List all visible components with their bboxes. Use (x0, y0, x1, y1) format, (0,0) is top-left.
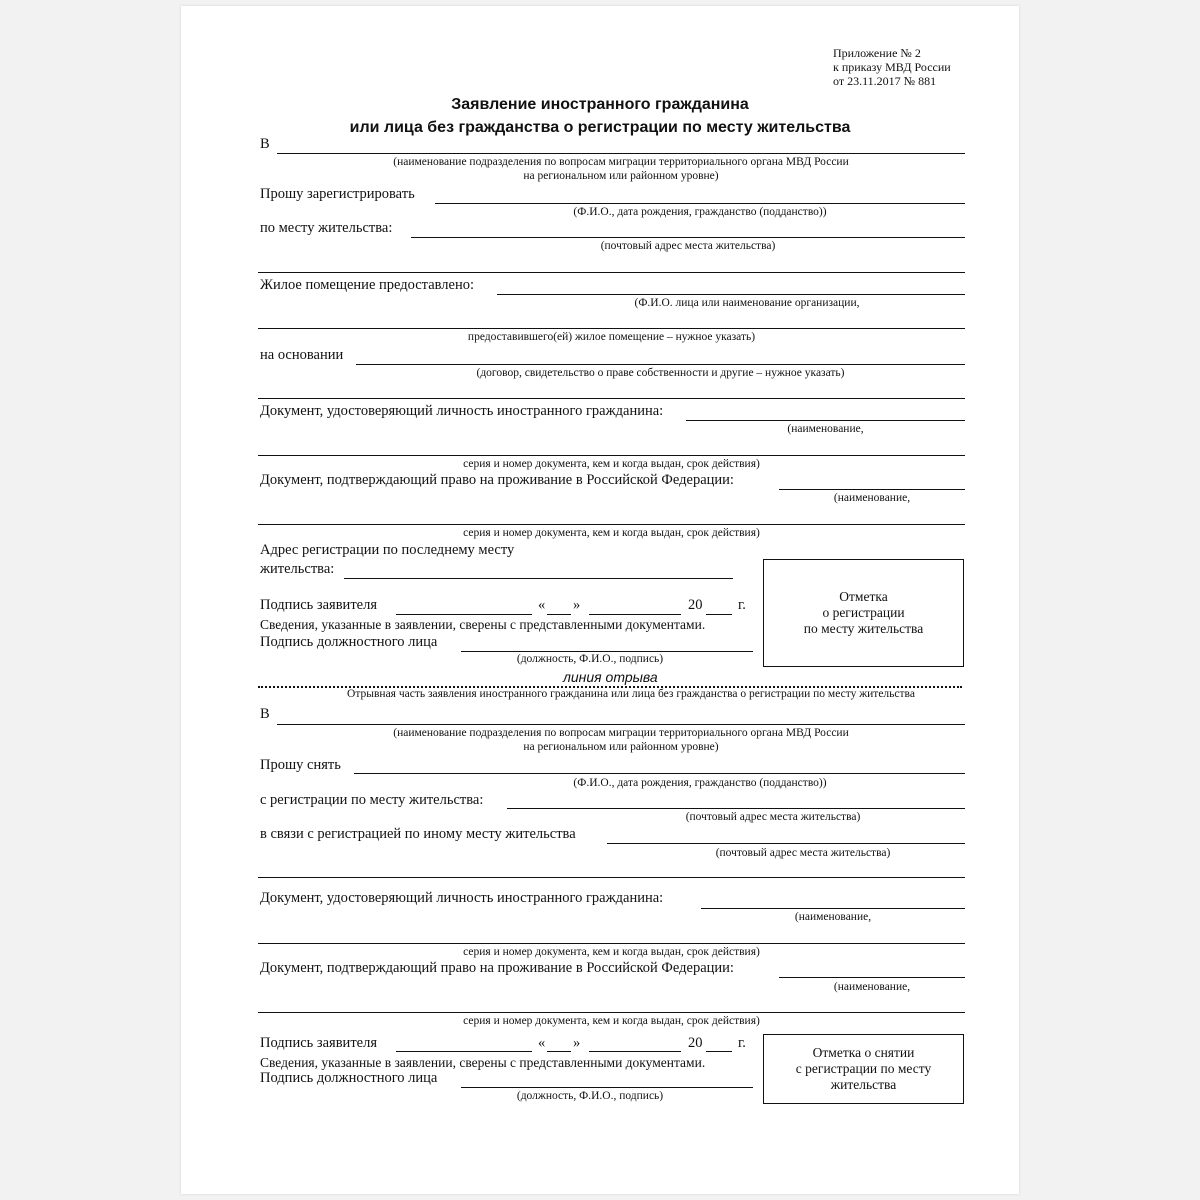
form-title-line1: Заявление иностранного гражданина (451, 96, 749, 113)
p2-day-field-line[interactable] (547, 1051, 571, 1052)
quote-open: « (538, 597, 546, 613)
remove-hint: (Ф.И.О., дата рождения, гражданство (подданство)) (573, 777, 827, 789)
housing-hint-2: предоставившего(ей) жилое помещение – нужное указать) (467, 331, 756, 343)
p2-id-doc-extra-line[interactable] (258, 943, 965, 944)
request-label: Прошу зарегистрировать (260, 186, 415, 202)
id-doc-hint-1: (наименование, (787, 423, 864, 435)
p2-official-field-line[interactable] (461, 1087, 753, 1088)
new-field-line[interactable] (607, 843, 965, 844)
basis-label: на основании (260, 347, 344, 363)
res-doc-field-line[interactable] (779, 489, 965, 490)
p2-year-field-line[interactable] (706, 1051, 732, 1052)
quote-close: » (573, 597, 581, 613)
official-field-line[interactable] (461, 651, 753, 652)
p2-id-doc-field-line[interactable] (701, 908, 965, 909)
housing-extra-line[interactable] (258, 328, 965, 329)
from-hint: (почтовый адрес места жительства) (685, 811, 861, 823)
request-field-line[interactable] (435, 203, 965, 204)
to-hint-1: (наименование подразделения по вопросам миграции территориального органа МВД России (393, 156, 849, 168)
p2-year-prefix: 20 (688, 1035, 703, 1051)
basis-field-line[interactable] (356, 364, 965, 365)
p2-id-doc-label: Документ, удостоверяющий личность иностранного гражданина: (260, 890, 664, 906)
housing-hint-1: (Ф.И.О. лица или наименование организации, (634, 297, 860, 309)
housing-field-line[interactable] (497, 294, 965, 295)
to-hint-2: на региональном или районном уровне) (523, 170, 719, 182)
p2-to-hint-1: (наименование подразделения по вопросам миграции территориального органа МВД России (393, 727, 849, 739)
p2-id-doc-hint-1: (наименование, (794, 911, 872, 923)
id-doc-field-line[interactable] (686, 420, 965, 421)
form-title-line2: или лица без гражданства о регистрации по месту жительства (349, 119, 851, 136)
residence-extra-line[interactable] (258, 272, 965, 273)
official-label: Подпись должностного лица (260, 634, 438, 650)
p2-month-field-line[interactable] (589, 1051, 681, 1052)
p2-official-hint: (должность, Ф.И.О., подпись) (516, 1090, 664, 1102)
res-doc-hint-1: (наименование, (833, 492, 911, 504)
prev-addr-label-2: жительства: (260, 561, 335, 577)
id-doc-label: Документ, удостоверяющий личность иностранного гражданина: (260, 403, 664, 419)
p2-year-suffix: г. (738, 1035, 746, 1051)
p2-sign-field-line[interactable] (396, 1051, 532, 1052)
prev-addr-label-1: Адрес регистрации по последнему месту (260, 542, 515, 558)
year-suffix: г. (738, 597, 746, 613)
id-doc-hint-2: серия и номер документа, кем и когда выдан, срок действия) (463, 458, 760, 470)
registration-stamp-box: Отметка о регистрации по месту жительства (763, 559, 964, 667)
res-doc-label: Документ, подтверждающий право на проживание в Российской Федерации: (260, 472, 734, 488)
year-field-line[interactable] (706, 614, 732, 615)
p2-official-label: Подпись должностного лица (260, 1070, 438, 1086)
remove-label: Прошу снять (260, 757, 341, 773)
from-label: с регистрации по месту жительства: (260, 792, 484, 808)
to-label: В (260, 136, 270, 152)
form-page (181, 6, 1019, 1194)
p2-id-doc-hint-2: серия и номер документа, кем и когда выдан, срок действия) (463, 946, 760, 958)
residence-field-line[interactable] (411, 237, 965, 238)
p2-to-field-line[interactable] (277, 724, 965, 725)
p2-sign-label: Подпись заявителя (260, 1035, 377, 1051)
res-doc-extra-line[interactable] (258, 524, 965, 525)
basis-extra-line[interactable] (258, 398, 965, 399)
p2-res-doc-label: Документ, подтверждающий право на проживание в Российской Федерации: (260, 960, 734, 976)
residence-label: по месту жительства: (260, 220, 393, 236)
month-field-line[interactable] (589, 614, 681, 615)
request-hint: (Ф.И.О., дата рождения, гражданство (подданство)) (573, 206, 827, 218)
p2-to-hint-2: на региональном или районном уровне) (523, 741, 719, 753)
remove-field-line[interactable] (354, 773, 965, 774)
appendix-line: Приложение № 2 (833, 46, 921, 60)
sign-label: Подпись заявителя (260, 597, 377, 613)
p2-res-doc-field-line[interactable] (779, 977, 965, 978)
order-date-line: от 23.11.2017 № 881 (833, 74, 937, 88)
p2-quote-close: » (573, 1035, 581, 1051)
new-label: в связи с регистрацией по иному месту жительства (260, 826, 576, 842)
p2-quote-open: « (538, 1035, 546, 1051)
day-field-line[interactable] (547, 614, 571, 615)
appendix-header (833, 46, 951, 88)
to-field-line[interactable] (277, 153, 965, 154)
order-line: к приказу МВД России (833, 60, 951, 74)
p2-res-doc-hint-2: серия и номер документа, кем и когда выдан, срок действия) (463, 1015, 760, 1027)
p2-verified-text: Сведения, указанные в заявлении, сверены с представленными документами. (260, 1055, 706, 1070)
prev-addr-field-line[interactable] (344, 578, 733, 579)
verified-text: Сведения, указанные в заявлении, сверены с представленными документами. (260, 617, 706, 632)
sign-field-line[interactable] (396, 614, 532, 615)
res-doc-hint-2: серия и номер документа, кем и когда выдан, срок действия) (463, 527, 760, 539)
new-extra-line[interactable] (258, 877, 965, 878)
year-prefix: 20 (688, 597, 703, 613)
tear-caption: Отрывная часть заявления иностранного гражданина или лица без гражданства о регистрации по месту жительства (347, 688, 915, 700)
p2-to-label: В (260, 706, 270, 722)
new-hint: (почтовый адрес места жительства) (715, 847, 891, 859)
residence-hint: (почтовый адрес места жительства) (600, 240, 776, 252)
tear-line-label: линия отрыва (563, 669, 658, 685)
p2-res-doc-extra-line[interactable] (258, 1012, 965, 1013)
id-doc-extra-line[interactable] (258, 455, 965, 456)
official-hint: (должность, Ф.И.О., подпись) (516, 653, 664, 665)
from-field-line[interactable] (507, 808, 965, 809)
deregistration-stamp-box: Отметка о снятии с регистрации по месту жительства (763, 1034, 964, 1104)
basis-hint: (договор, свидетельство о праве собственности и другие – нужное указать) (476, 367, 845, 379)
housing-label: Жилое помещение предоставлено: (260, 277, 474, 293)
p2-res-doc-hint-1: (наименование, (833, 981, 911, 993)
